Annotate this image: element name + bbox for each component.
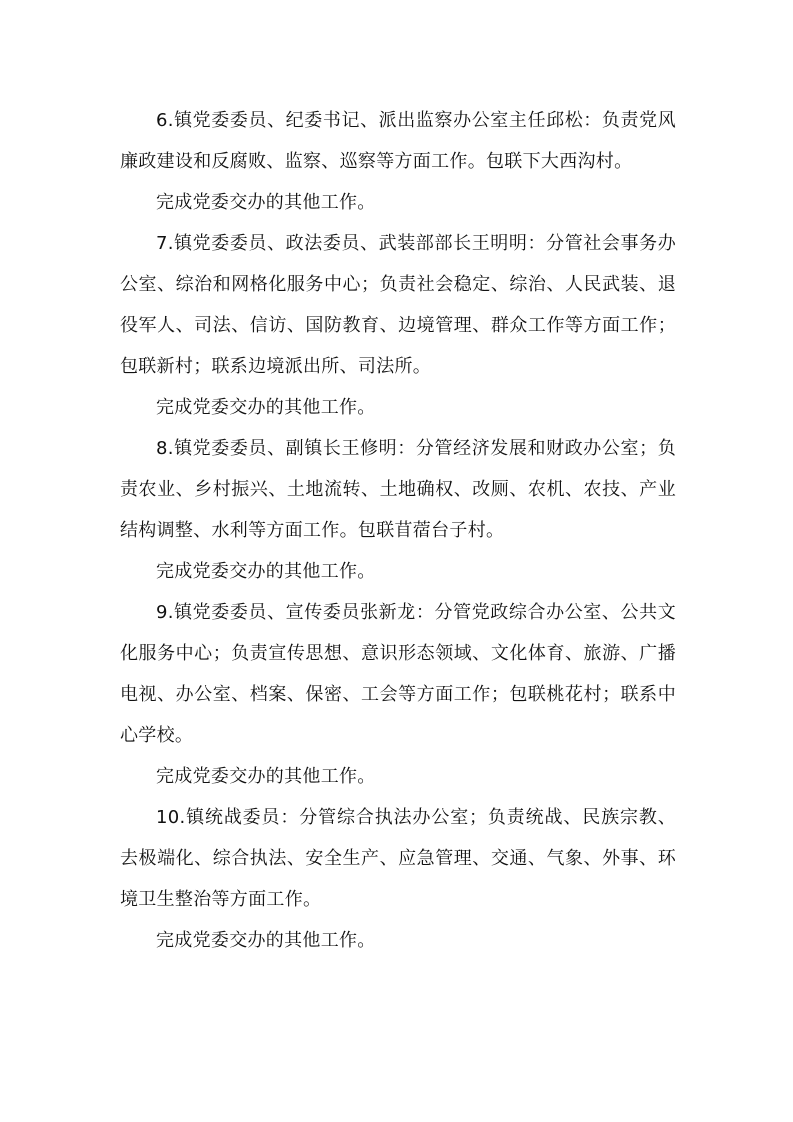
paragraph-other-work: 完成党委交办的其他工作。: [156, 192, 376, 213]
paragraph-member-10: 10.镇统战委员：分管综合执法办公室；负责统战、民族宗教、去极端化、综合执法、安全生产、应急管理、交通、气象、外事、环境卫生整治等方面工作。: [120, 807, 676, 910]
paragraph-member-8: 8.镇党委委员、副镇长王修明：分管经济发展和财政办公室；负责农业、乡村振兴、土地流转、土地确权、改厕、农机、农技、产业结构调整、水利等方面工作。包联苜蓿台子村。: [120, 438, 676, 541]
paragraph-other-work: 完成党委交办的其他工作。: [156, 561, 376, 582]
paragraph-member-6: 6.镇党委委员、纪委书记、派出监察办公室主任邱松：负责党风廉政建设和反腐败、监察、巡察等方面工作。包联下大西沟村。: [120, 110, 676, 172]
paragraph-other-work: 完成党委交办的其他工作。: [156, 397, 376, 418]
paragraph-other-work: 完成党委交办的其他工作。: [156, 766, 376, 787]
paragraph-member-7: 7.镇党委委员、政法委员、武装部部长王明明：分管社会事务办公室、综治和网格化服务中心；负责社会稳定、综治、人民武装、退役军人、司法、信访、国防教育、边境管理、群众工作等方面工作；包联新村；联系边境派出所、司法所。: [120, 233, 676, 377]
paragraph-member-9: 9.镇党委委员、宣传委员张新龙：分管党政综合办公室、公共文化服务中心；负责宣传思想、意识形态领域、文化体育、旅游、广播电视、办公室、档案、保密、工会等方面工作；包联桃花村；联系中心学校。: [120, 602, 676, 746]
paragraph-other-work: 完成党委交办的其他工作。: [156, 930, 376, 951]
document-body: [120, 100, 676, 961]
